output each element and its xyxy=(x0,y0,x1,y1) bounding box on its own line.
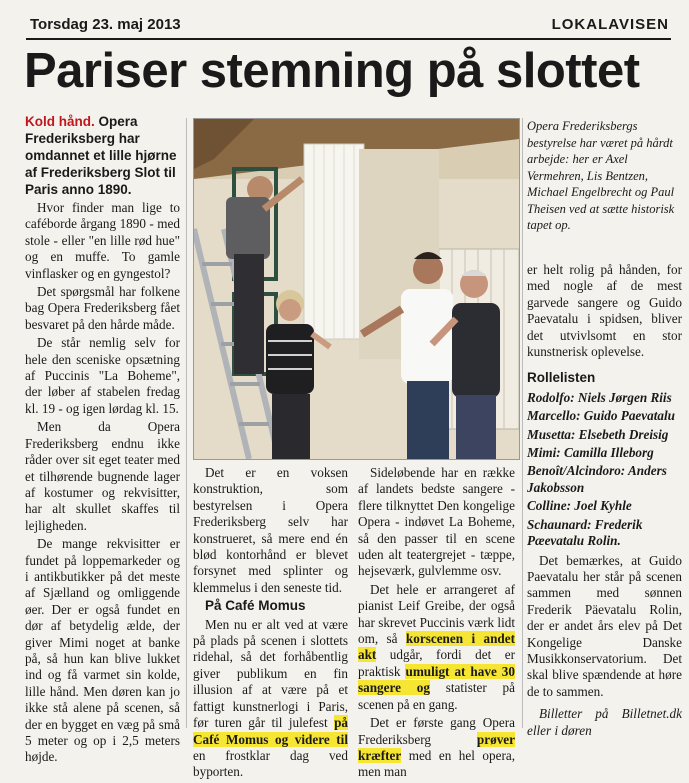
body-paragraph: Men da Opera Frederiksberg endnu ikke råder over sit eget teater med et tilhørende bugnende lager af kostumer og rekvisitter, har alt skullet skaffes til lejligheden. xyxy=(25,419,180,533)
ticket-info: Billetter på Billetnet.dk eller i døren xyxy=(527,706,682,738)
photo-caption: Opera Frederiksbergs bestyrelse har været på hårdt arbejde: her er Axel Vermehren, Lis Bentzen, Michael Engelbrecht og Paul Theisen ved at sætte historisk tapet op. xyxy=(527,119,675,232)
body-paragraph: Det er en voksen konstruktion, som bestyrelsen i Opera Frederiksberg selv har konstrueret, så mere end én blød kontorhånd er blevet forsynet med splinter og klemmelus i den seneste tid. xyxy=(193,465,348,595)
article-headline: Pariser stemning på slottet xyxy=(24,44,640,98)
column-3 xyxy=(358,465,515,783)
column-1 xyxy=(25,113,180,768)
text-run: en frostklar dag ved byporten. xyxy=(193,747,348,780)
cast-entry: Benoît/Alcindoro: Anders Jakobsson xyxy=(527,463,667,495)
photo-of-board-members-hanging-wallpaper xyxy=(194,119,519,459)
body-paragraph xyxy=(193,617,348,781)
body-paragraph xyxy=(358,715,515,781)
lead-text: Opera Frederiksberg har omdannet et lille hjørne af Frederiksberg Slot til Paris anno 1890. xyxy=(25,114,177,197)
body-paragraph: Det spørgsmål har folkene bag Opera Frederiksberg fået besvaret på den hårde måde. xyxy=(25,284,180,332)
text-run: Det er første gang Opera Frederiksberg xyxy=(358,715,515,747)
cast-entry: Marcello: Guido Paevatalu xyxy=(527,408,675,424)
text-run: med en hel opera, men man xyxy=(358,747,515,780)
cast-entry: Mimi: Camilla Illeborg xyxy=(527,445,654,461)
lead-kicker: Kold hånd. xyxy=(25,114,95,129)
text-run: Det hele er arrangeret af pianist Leif Greibe, der også har skrevet Puccinis værk lidt om, så xyxy=(358,581,515,647)
body-paragraph: Hvor finder man lige to caféborde årgang 1890 - med stole - eller "en lille rød hue" og en muffe. To gamle vinflasker og en gyngestol? xyxy=(25,200,180,281)
body-paragraph: De står nemlig selv for hele den sceniske opsætning af Puccinis "La Boheme", der løber af stabelen fredag kl. 19 - og igen lørdag kl. 15. xyxy=(25,335,180,416)
text-run: statister på scenen på en gang. xyxy=(358,680,515,712)
column-divider xyxy=(522,118,523,728)
highlighted-text: korscenen i andet akt xyxy=(358,631,516,663)
body-paragraph: De mange rekvisitter er fundet på loppemarkeder og i antikbutikker på det meste af Sjælland og omliggende øer. Der er også fundet en dør af betydelig ælde, der giver Mimi noget at banke på, så hun kan blive lukket ind og få varmet sin kolde, lille hånd. Men døren kan jo ikke stå alene på scenen, så der en bygget en væg på små 5 meter og op i 2,5 meters højde. xyxy=(25,536,180,765)
cast-entry: Colline: Joel Kyhle xyxy=(527,498,632,514)
body-paragraph: Sideløbende har en række af landets bedste sangere - flere tilknyttet Den kongelige Opera - indøvet La Boheme, så den passer til en scene uden alt teatergrejet - tæppe, hejseværk, gulvlemme osv. xyxy=(358,465,515,579)
body-paragraph: Det bemærkes, at Guido Paevatalu her står på scenen sammen med sønnen Frederik Päevatalu Rolin, der er andet års elev på Det Kongelige Danske Musikkonservatorium. Det skal blive spændende at høre de to sammen. xyxy=(527,552,682,699)
article-photo xyxy=(193,118,520,460)
highlighted-text: umuligt at have 30 sangere og xyxy=(358,663,515,696)
highlighted-text: prøver kræfter xyxy=(358,731,515,763)
cast-list-title: Rollelisten xyxy=(527,370,596,386)
subheading: På Café Momus xyxy=(205,598,306,614)
cast-entry: Rodolfo: Niels Jørgen Riis xyxy=(527,389,672,405)
text-run: udgår, fordi det er praktisk xyxy=(358,647,515,679)
text-run: Men nu er alt ved at være på plads på scenen i slottets ridehal, så det forhåbentlig giver publikum en fin illusion af at være på et fattigt kunstnerlogi i Paris, før turen går til julefest xyxy=(193,616,348,731)
highlighted-text: på Café Momus og videre til xyxy=(193,715,348,747)
column-2 xyxy=(193,465,348,783)
publication-name: LOKALAVISEN xyxy=(551,16,669,33)
column-4 xyxy=(527,262,682,741)
body-paragraph xyxy=(358,582,515,713)
body-paragraph: er helt rolig på hånden, for med nogle af de mest garvede sangere og Guido Paevatalu i spidsen, bliver det utvivlsomt en stor kunstnerisk oplevelse. xyxy=(527,262,682,360)
cast-entry: Musetta: Elsebeth Dreisig xyxy=(527,426,669,442)
lead-paragraph xyxy=(25,113,180,198)
cast-entry: Schaunard: Frederik Pæevatalu Rolin. xyxy=(527,516,643,549)
column-divider xyxy=(186,118,187,728)
issue-date: Torsdag 23. maj 2013 xyxy=(30,16,181,33)
